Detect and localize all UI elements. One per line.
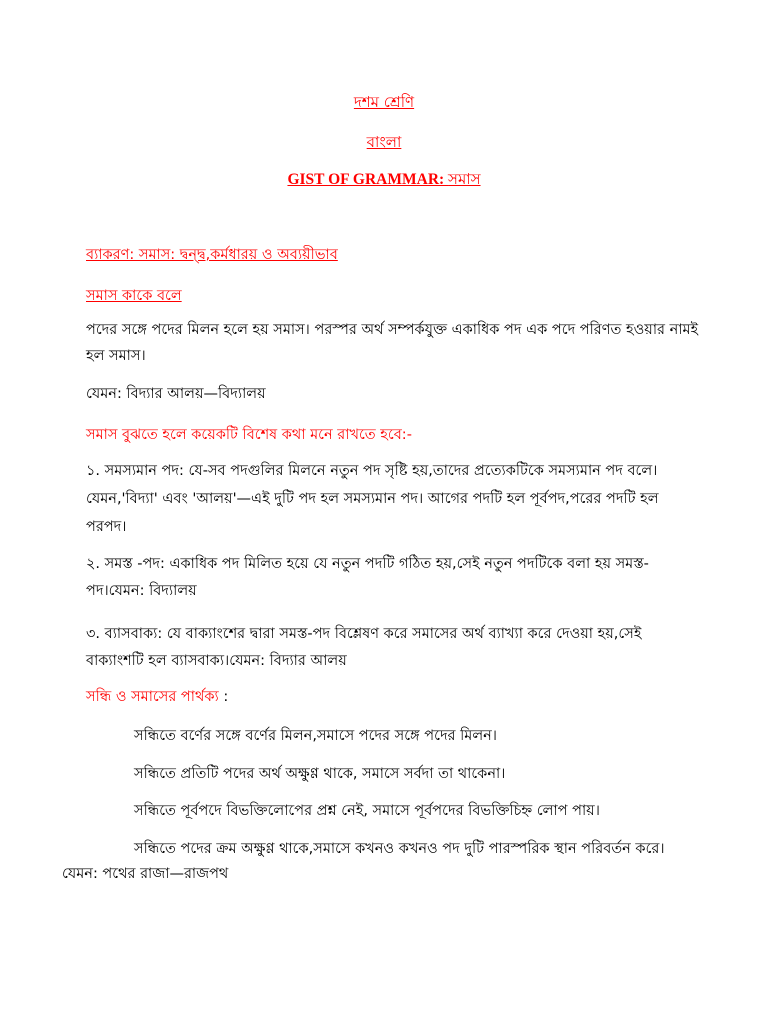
point-1-line-3: পরপদ। (86, 519, 127, 535)
what-is-heading: সমাস কাকে বলে (86, 288, 182, 304)
remember-heading: সমাস বুঝতে হলে কয়েকটি বিশেষ কথা মনে রাখতে হবে:- (86, 427, 412, 443)
gist-topic: সমাস (448, 170, 481, 188)
section-heading: ব্যাকরণ: সমাস: দ্বন্দ্ব,কর্মধারয় ও অব্যয়ীভাব (86, 247, 338, 263)
point-1-line-1: ১. সমস্যমান পদ: যে-সব পদগুলির মিলনে নতুন পদ সৃষ্টি হয়,তাদের প্রত্যেকটিকে সমস্যমান পদ বলে। (86, 463, 658, 479)
definition-line-1: পদের সঙ্গে পদের মিলন হলে হয় সমাস। পরস্পর অর্থ সম্পর্কযুক্ত একাধিক পদ এক পদে পরিণত হওয়ার নামই (86, 322, 699, 338)
point-2-line-2: পদ।যেমন: বিদ্যালয় (86, 583, 197, 599)
point-2-line-1: ২. সমস্ত -পদ: একাধিক পদ মিলিত হয়ে যে নতুন পদটি গঠিত হয়,সেই নতুন পদটিকে বলা হয় সমস্ত- (86, 556, 649, 572)
diff-heading-row (86, 683, 708, 711)
subject-title: বাংলা (366, 133, 402, 151)
gist-prefix: GIST OF GRAMMAR: (287, 171, 449, 188)
gist-title (0, 165, 768, 194)
point-1-line-2: যেমন,'বিদ্যা' এবং 'আলয়'—এই দুটি পদ হল সমস্যমান পদ। আগের পদটি হল পূর্বপদ,পরের পদটি হল (86, 491, 659, 507)
example-text: যেমন: বিদ্যার আলয়—বিদ্যালয় (86, 386, 266, 402)
difference-item-1: সন্ধিতে বর্ণের সঙ্গে বর্ণের মিলন,সমাসে পদের সঙ্গে পদের মিলন। (134, 728, 497, 744)
difference-item-2: সন্ধিতে প্রতিটি পদের অর্থ অক্ষুণ্ণ থাকে, সমাসে সর্বদা তা থাকেনা। (134, 766, 506, 782)
class-title: দশম শ্রেণি (353, 93, 415, 111)
definition-line-2: হল সমাস। (86, 348, 146, 364)
diff-heading: সন্ধি ও সমাসের পার্থক্য (86, 689, 219, 705)
point-3-line-2: বাক্যাংশটি হল ব্যাসবাক্য।যেমন: বিদ্যার আলয় (86, 653, 347, 669)
last-example: যেমন: পথের রাজা—রাজপথ (62, 866, 229, 882)
difference-item-4: সন্ধিতে পদের ক্রম অক্ষুণ্ণ থাকে,সমাসে কখনও কখনও পদ দুটি পারস্পরিক স্থান পরিবর্তন করে। (134, 841, 665, 857)
difference-item-3: সন্ধিতে পূর্বপদে বিভক্তিলোপের প্রশ্ন নেই, সমাসে পূর্বপদের বিভক্তিচিহ্ন লোপ পায়। (134, 803, 600, 819)
point-3-line-1: ৩. ব্যাসবাক্য: যে বাক্যাংশের দ্বারা সমস্ত-পদ বিশ্লেষণ করে সমাসের অর্থ ব্যাখ্যা করে দেওয়া হয়,সেই (86, 626, 642, 642)
diff-heading-colon: : (218, 689, 229, 705)
